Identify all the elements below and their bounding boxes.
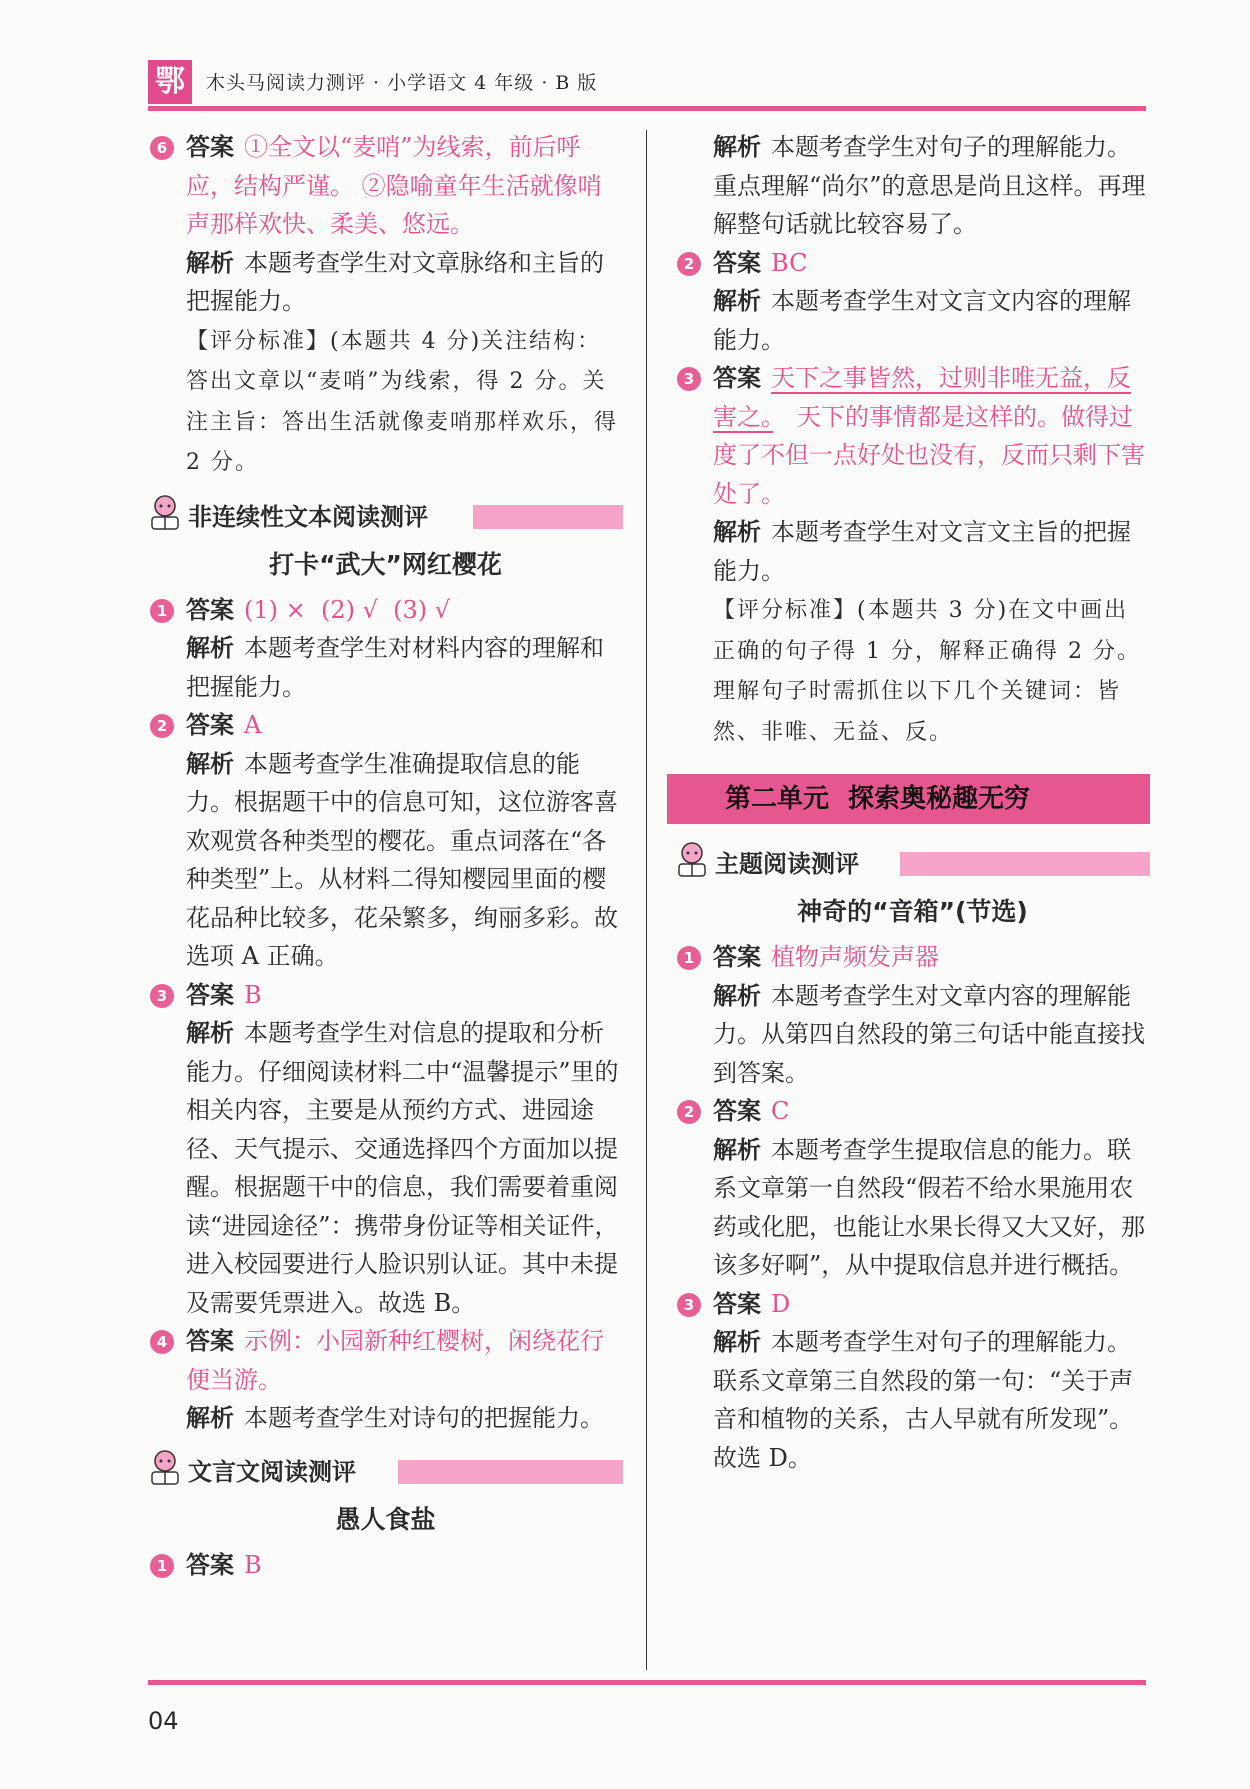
question-number: 4 [150,1330,174,1354]
answer-text: A [244,711,262,739]
scoring-standard: 【评分标准】(本题共 3 分)在文中画出正确的句子得 1 分，解释正确得 2 分。理解句子时需抓住以下几个关键词：皆然、非唯、无益、反。 [713,598,1141,745]
answer-label: 答案 [713,1289,761,1318]
question-number: 3 [677,1293,701,1317]
answer-label: 答案 [713,1097,761,1125]
answer-label: 答案 [186,133,234,161]
answer-text: (1) × (2) √ (3) √ [244,595,451,624]
analysis-label: 解析 [713,518,761,546]
article-title: 打卡“武大”网红樱花 [269,549,502,579]
section-header-classical [148,1448,623,1492]
right-column [675,128,1150,1477]
analysis-text: 本题考查学生对句子的理解能力。联系文章第三自然段的第一句：“关于声音和植物的关系，古人早就有所发现”。故选 D。 [713,1328,1134,1472]
answer-label: 答案 [186,1550,234,1579]
answer-label: 答案 [186,595,234,624]
article-title: 愚人食盐 [335,1504,436,1534]
section-header-nonlinear [148,493,623,537]
question-number: 2 [150,714,174,738]
analysis-text: 本题考查学生对文章内容的理解能力。从第四自然段的第三句话中能直接找到答案。 [713,981,1145,1087]
analysis-label: 解析 [186,1404,234,1432]
section-title: 非连续性文本阅读测评 [188,502,428,531]
answer-label: 答案 [713,364,761,392]
question-number: 2 [677,252,701,276]
section-header-theme [675,840,1150,884]
analysis-label: 解析 [713,981,761,1010]
answer-quote: 天下之事皆然，过则非唯无益，反害之。 [713,364,1131,431]
column-divider [646,130,647,1670]
reading-child-icon [148,493,182,533]
s2-question-1-analysis [675,128,1150,244]
article-title: 神奇的“音箱”(节选) [797,897,1028,926]
question-number: 6 [150,136,174,160]
question-number: 3 [677,367,701,391]
left-column [148,128,623,1584]
section-title: 文言文阅读测评 [188,1457,356,1486]
s1-question-2 [148,706,623,976]
analysis-text: 本题考查学生对诗句的把握能力。 [244,1404,604,1432]
answer-label: 答案 [186,711,234,739]
question-number: 2 [677,1100,701,1124]
analysis-text: 本题考查学生对信息的提取和分析能力。仔细阅读材料二中“温馨提示”里的相关内容，主要是从预约方式、进园途径、天气提示、交通选择四个方面加以提醒。根据题干中的信息，我们需要着重阅读“进园途径”：携带身份证等相关证件，进入校园要进行人脸识别认证。其中未提及需要凭票进入。故选 B。 [186,1019,619,1317]
question-number: 3 [150,984,174,1008]
analysis-text: 本题考查学生对材料内容的理解和把握能力。 [186,634,604,701]
header-rule [148,106,1146,111]
section-bar [900,852,1150,876]
analysis-label: 解析 [186,634,234,662]
analysis-text: 本题考查学生对文章脉络和主旨的把握能力。 [186,248,604,315]
analysis-label: 解析 [713,133,761,161]
analysis-label: 解析 [713,1328,761,1356]
reading-child-icon [148,1448,182,1488]
region-badge: 鄂 [148,60,192,104]
s1-question-3 [148,976,623,1323]
s2-question-3 [675,359,1150,752]
answer-label: 答案 [713,943,761,971]
analysis-label: 解析 [186,1019,234,1047]
question-number: 1 [150,599,174,623]
analysis-text: 本题考查学生提取信息的能力。联系文章第一自然段“假若不给水果施用农药或化肥，也能让水果长得又大又好，那该多好啊”，从中提取信息并进行概括。 [713,1135,1145,1279]
answer-text: B [244,980,262,1009]
answer-text: BC [771,248,808,277]
section-bar [473,505,623,529]
answer-text: 植物声频发声器 [771,943,939,971]
unit-banner: 第二单元 探索奥秘趣无穷 [667,774,1150,824]
footer-rule [148,1680,1146,1685]
section-bar [398,1460,623,1484]
answer-label: 答案 [713,248,761,277]
s3-question-1 [675,938,1150,1092]
answer-text: B [244,1550,262,1579]
analysis-text: 本题考查学生对文言文内容的理解能力。 [713,287,1131,354]
s3-question-3 [675,1285,1150,1478]
book-title: 木头马阅读力测评 · 小学语文 4 年级 · B 版 [206,72,598,94]
analysis-label: 解析 [713,1135,761,1164]
answer-text: C [771,1097,790,1125]
analysis-text: 本题考查学生准确提取信息的能力。根据题干中的信息可知，这位游客喜欢观赏各种类型的樱花。重点词落在“各种类型”上。从材料二得知樱园里面的樱花品种比较多，花朵繁多，绚丽多彩。故选项 A 正确。 [186,749,618,970]
analysis-label: 解析 [186,749,234,778]
answer-text: D [771,1289,791,1318]
analysis-text: 本题考查学生对文言文主旨的把握能力。 [713,518,1131,585]
s2-question-2 [675,244,1150,360]
scoring-standard: 【评分标准】(本题共 4 分)关注结构：答出文章以“麦哨”为线索，得 2 分。关注主旨：答出生活就像麦哨那样欢乐，得 2 分。 [186,328,619,475]
question-6 [148,128,623,483]
s2-question-1 [148,1546,623,1585]
page-header [148,60,1146,112]
reading-child-icon [675,840,709,880]
s1-question-4 [148,1322,623,1438]
analysis-label: 解析 [713,287,761,315]
analysis-label: 解析 [186,248,234,277]
s3-question-2 [675,1092,1150,1285]
answer-label: 答案 [186,1327,234,1355]
analysis-text: 本题考查学生对句子的理解能力。重点理解“尚尔”的意思是尚且这样。再理解整句话就比较容易了。 [713,133,1146,238]
section-title: 主题阅读测评 [715,850,859,878]
answer-label: 答案 [186,980,234,1009]
question-number: 1 [677,946,701,970]
answer-text: ①全文以“麦哨”为线索，前后呼应，结构严谨。 ②隐喻童年生活就像哨声那样欢快、柔美、悠远。 [186,133,602,238]
question-number: 1 [150,1554,174,1578]
s1-question-1 [148,591,623,707]
answer-text: 示例：小园新种红樱树，闲绕花行便当游。 [186,1327,604,1394]
page-number: 04 [148,1707,179,1735]
answer-translation: 天下的事情都是这样的。做得过度了不但一点好处也没有，反而只剩下害处了。 [713,402,1145,508]
